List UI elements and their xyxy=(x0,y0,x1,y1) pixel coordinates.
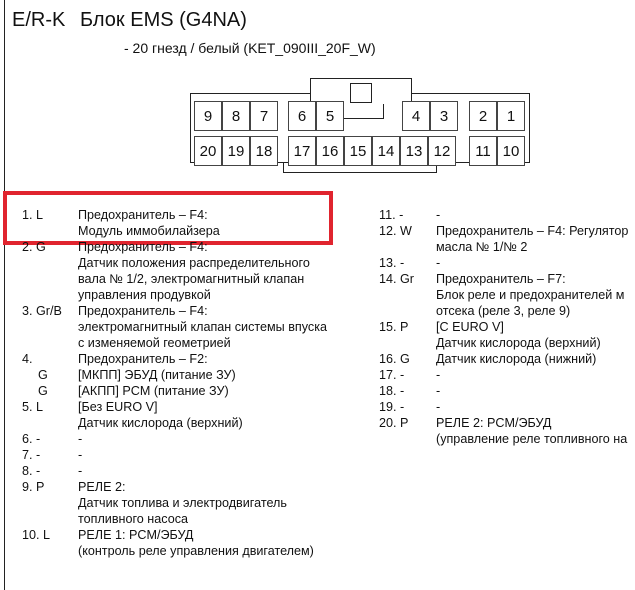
pin-description-line: Датчик кислорода (верхний) xyxy=(436,336,601,350)
pin-description-line: [АКПП] PCM (питание ЗУ) xyxy=(78,384,229,398)
pin-description-line: РЕЛЕ 1: PCM/ЭБУД xyxy=(78,528,194,542)
pin-number: 9. P xyxy=(22,480,45,494)
pin-number: 8. - xyxy=(22,464,41,478)
pin-number: 11. - xyxy=(379,208,404,222)
pin-description xyxy=(78,447,82,463)
pin-description xyxy=(78,431,82,447)
pin-description xyxy=(78,479,287,527)
terminal-13: 13 xyxy=(400,136,428,166)
pin-number: 16. G xyxy=(379,352,410,366)
pin-description-line: - xyxy=(436,384,441,398)
pin-description xyxy=(78,383,229,399)
pin-description xyxy=(78,527,314,559)
pin-description-line: топливного насоса xyxy=(78,512,189,526)
pin-description xyxy=(436,271,624,319)
pin-number: 4. xyxy=(22,352,33,366)
connector-latch xyxy=(350,83,372,103)
terminal-11: 11 xyxy=(469,136,497,166)
pin-number: 20. P xyxy=(379,416,409,430)
connector-code: E/R-K xyxy=(12,9,66,31)
pin-description xyxy=(78,399,243,431)
terminal-3: 3 xyxy=(430,101,458,131)
pin-number: 14. Gr xyxy=(379,272,414,286)
connector-subtitle: - 20 гнезд / белый (KET_090III_20F_W) xyxy=(124,40,376,56)
pin-description-line: (управление реле топливного на xyxy=(436,432,628,446)
terminal-10: 10 xyxy=(497,136,525,166)
terminal-16: 16 xyxy=(316,136,344,166)
pin-description xyxy=(436,399,440,415)
pin-description-line: - xyxy=(78,432,83,446)
pin-description xyxy=(436,383,440,399)
terminal-6: 6 xyxy=(288,101,316,131)
pin-number: G xyxy=(38,368,48,382)
pin-description-line: электромагнитный клапан системы впуска xyxy=(78,320,327,334)
pin-description xyxy=(436,207,440,223)
pin-description xyxy=(436,351,596,367)
pin-description xyxy=(78,463,82,479)
connector-diagram xyxy=(190,78,530,178)
pin-description-line: [МКПП] ЭБУД (питание ЗУ) xyxy=(78,368,236,382)
terminal-9: 9 xyxy=(194,101,222,131)
pin-description-line: Предохранитель – F4: Регулятор xyxy=(436,224,629,238)
pin-number: 18. - xyxy=(379,384,405,398)
pin-number: 13. - xyxy=(379,256,405,270)
pin-description-line: - xyxy=(436,256,441,270)
pin-description-line: вала № 1/2, электромагнитный клапан xyxy=(78,272,305,286)
terminal-17: 17 xyxy=(288,136,316,166)
pin-number: G xyxy=(38,384,48,398)
pin-number: 5. L xyxy=(22,400,44,414)
pin-description-line: с изменяемой геометрией xyxy=(78,336,231,350)
pin-description-line: [Без EURO V] xyxy=(78,400,158,414)
pin-description-line: - xyxy=(436,368,441,382)
pin-number: 17. - xyxy=(379,368,405,382)
pin-number: 15. P xyxy=(379,320,409,334)
pin-description-line: Предохранитель – F7: xyxy=(436,272,566,286)
pin-description-line: масла № 1/№ 2 xyxy=(436,240,528,254)
pin-description xyxy=(436,255,440,271)
pin-description xyxy=(436,415,627,447)
page-title xyxy=(12,9,247,32)
pin-description-line: Предохранитель – F2: xyxy=(78,352,208,366)
pin-description-line: Предохранитель – F4: xyxy=(78,304,208,318)
pin-description xyxy=(78,367,236,383)
connector-latch-base xyxy=(338,104,384,119)
terminal-1: 1 xyxy=(497,101,525,131)
pin-description xyxy=(78,303,327,351)
pin-description-line: [C EURO V] xyxy=(436,320,504,334)
pin-description xyxy=(78,207,220,239)
pin-description-line: Блок реле и предохранителей м xyxy=(436,288,625,302)
pin-number: 19. - xyxy=(379,400,405,414)
connector-title: Блок EMS (G4NA) xyxy=(80,9,247,31)
terminal-20: 20 xyxy=(194,136,222,166)
pin-description xyxy=(436,367,440,383)
pin-description-line: РЕЛЕ 2: PCM/ЭБУД xyxy=(436,416,552,430)
pin-description-line: Датчик положения распределительного xyxy=(78,256,310,270)
pin-description-line: отсека (реле 3, реле 9) xyxy=(436,304,571,318)
pin-description-line: - xyxy=(78,464,83,478)
terminal-4: 4 xyxy=(402,101,430,131)
terminal-15: 15 xyxy=(344,136,372,166)
pin-description xyxy=(436,319,601,351)
pin-description-line: - xyxy=(78,448,83,462)
pin-number: 6. - xyxy=(22,432,41,446)
pin-description-line: Модуль иммобилайзера xyxy=(78,224,220,238)
pin-description-line: РЕЛЕ 2: xyxy=(78,480,126,494)
pin-description xyxy=(78,351,208,367)
pin-description-line: Предохранитель – F4: xyxy=(78,208,208,222)
terminal-8: 8 xyxy=(222,101,250,131)
terminal-18: 18 xyxy=(250,136,278,166)
terminal-19: 19 xyxy=(222,136,250,166)
pin-description-line: (контроль реле управления двигателем) xyxy=(78,544,314,558)
terminal-14: 14 xyxy=(372,136,400,166)
terminal-7: 7 xyxy=(250,101,278,131)
pin-description-line: - xyxy=(436,208,441,222)
terminal-12: 12 xyxy=(428,136,456,166)
pin-description-line: Предохранитель – F4: xyxy=(78,240,208,254)
pin-description-line: Датчик кислорода (нижний) xyxy=(436,352,597,366)
pin-description-line: - xyxy=(436,400,441,414)
pin-description-line: Датчик топлива и электродвигатель xyxy=(78,496,287,510)
pin-number: 3. Gr/B xyxy=(22,304,62,318)
pin-number: 10. L xyxy=(22,528,51,542)
terminal-2: 2 xyxy=(469,101,497,131)
pin-number: 12. W xyxy=(379,224,412,238)
pin-description xyxy=(436,223,628,255)
pin-number: 7. - xyxy=(22,448,41,462)
pin-number: 1. L xyxy=(22,208,44,222)
pin-description-line: управления продувкой xyxy=(78,288,211,302)
pin-number: 2. G xyxy=(22,240,46,254)
left-border-line xyxy=(4,0,5,590)
pin-description-line: Датчик кислорода (верхний) xyxy=(78,416,243,430)
pin-description xyxy=(78,239,310,303)
terminal-5: 5 xyxy=(316,101,344,131)
